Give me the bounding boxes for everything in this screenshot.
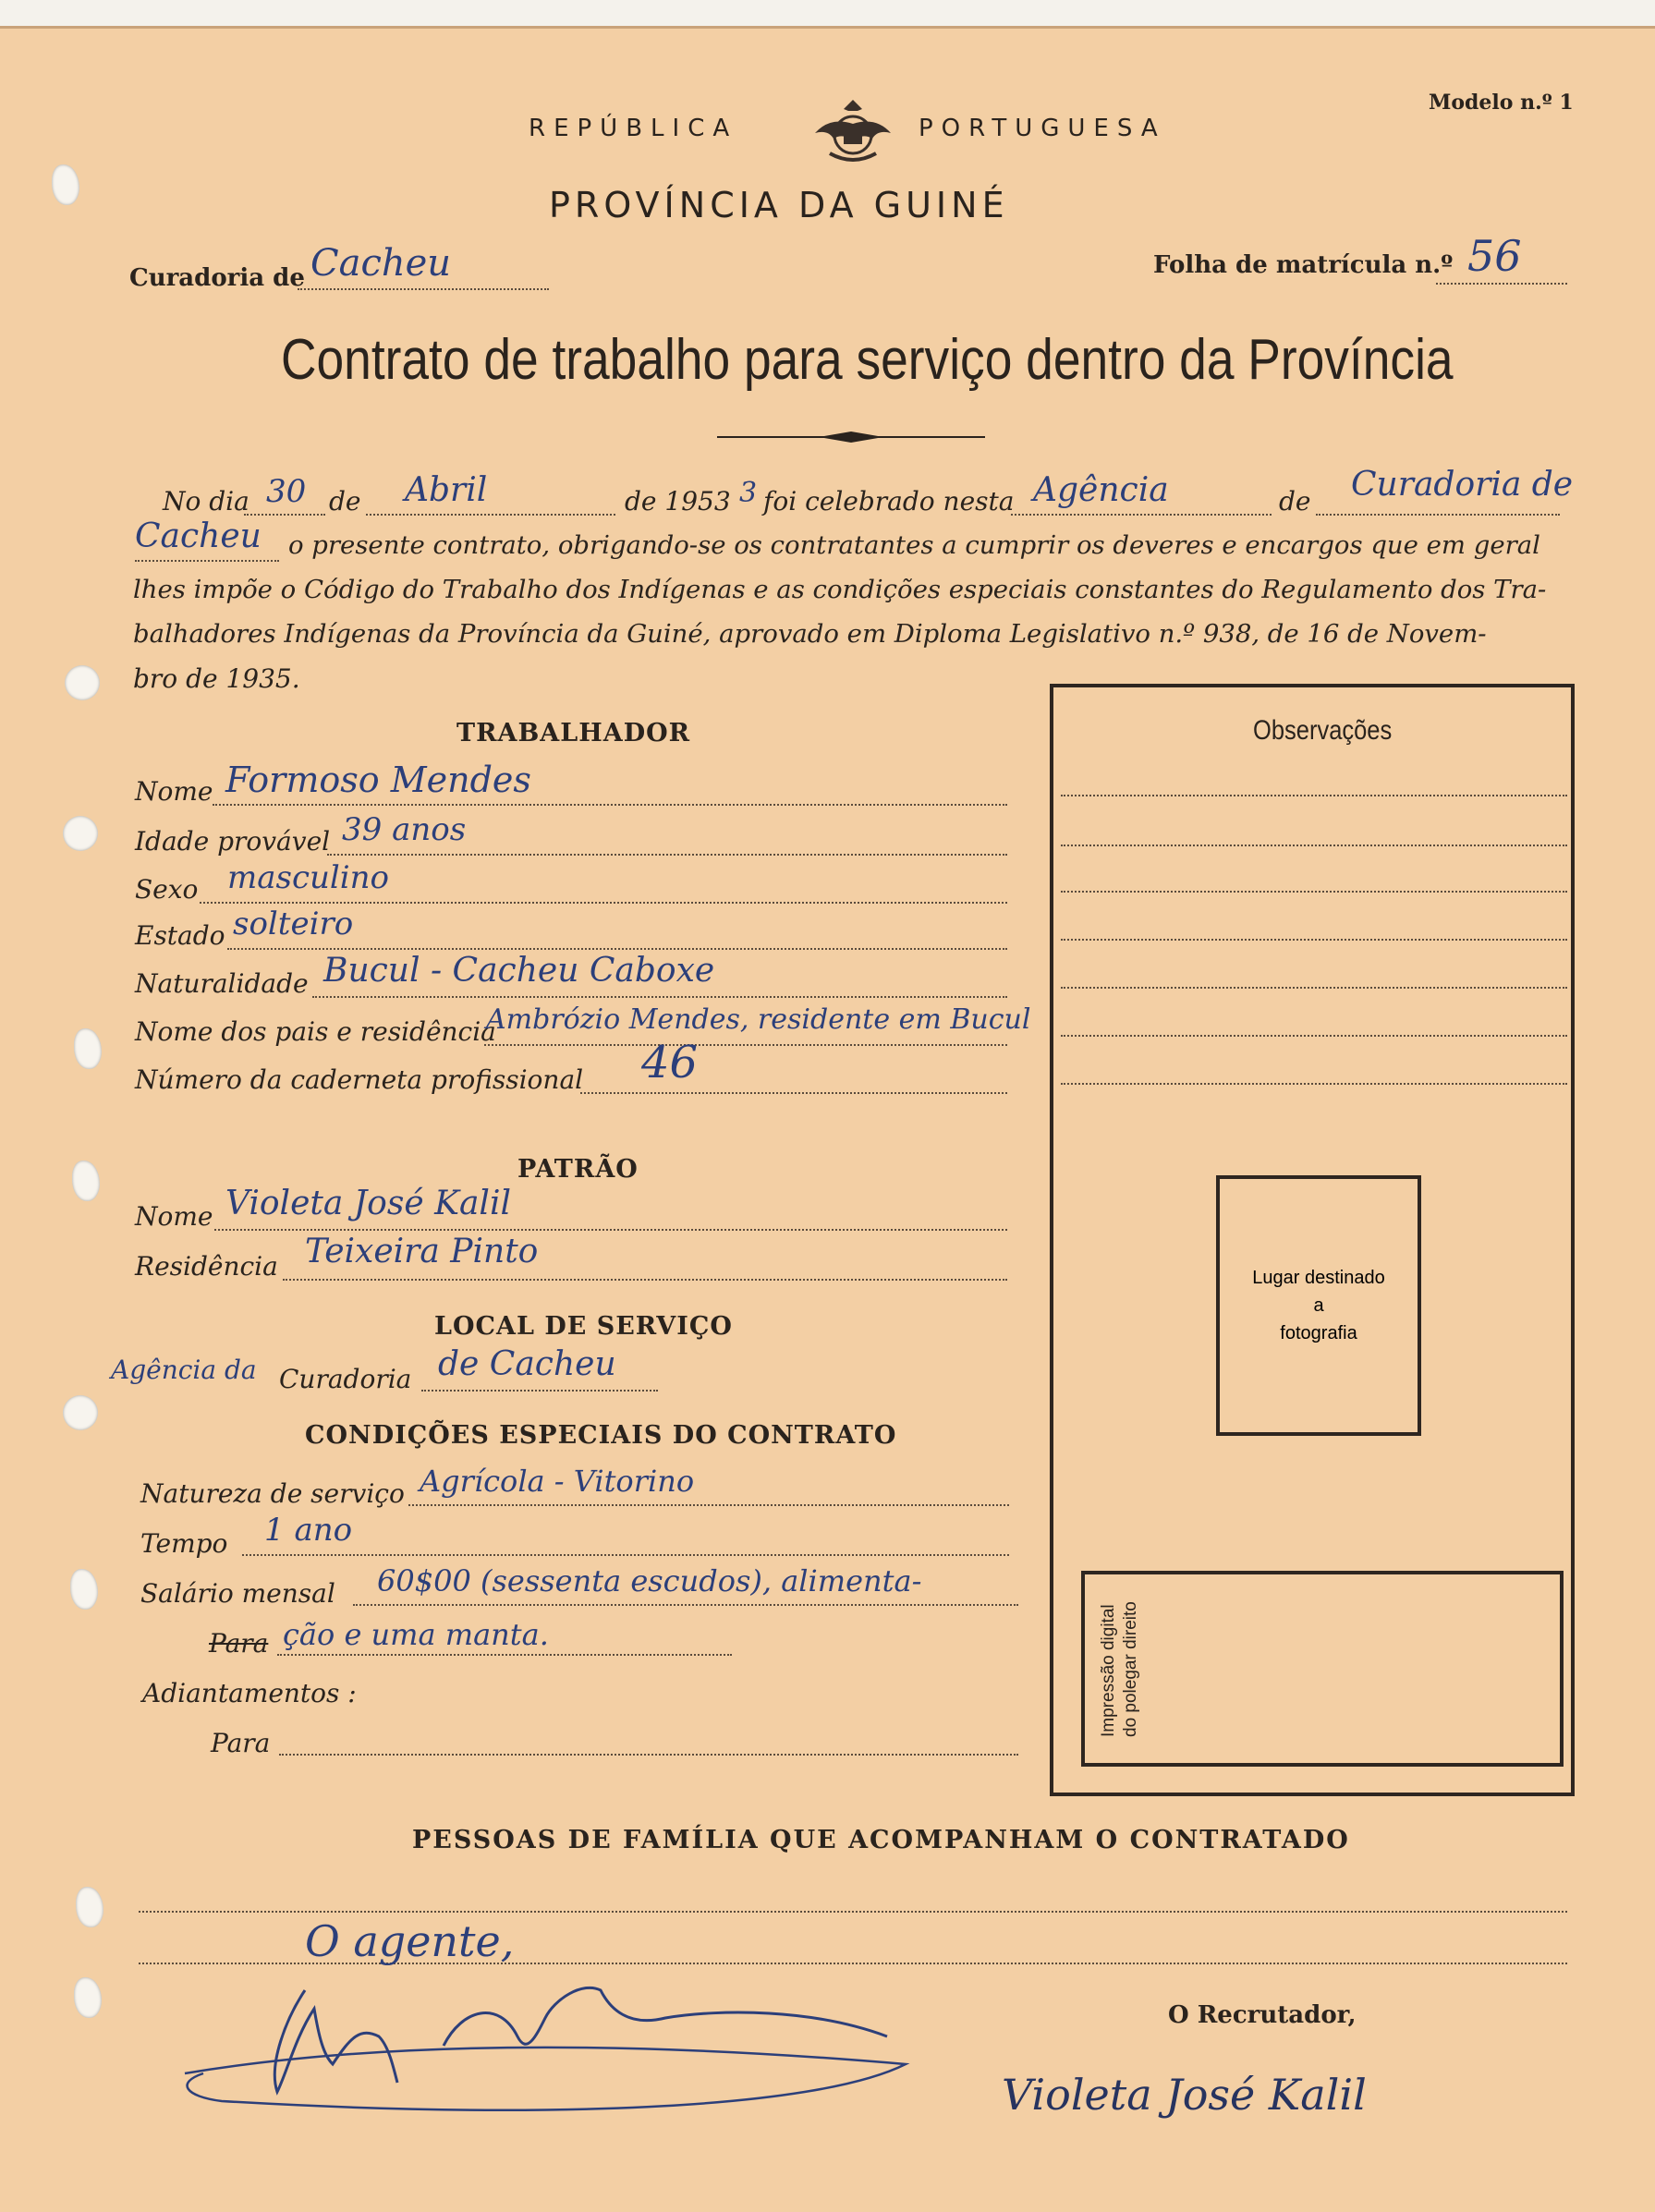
paper-tear xyxy=(74,1028,102,1069)
paper-edge xyxy=(0,26,1655,29)
intro-place2: Curadoria de xyxy=(1351,466,1574,504)
intro-year-hw: 3 xyxy=(739,477,758,509)
local-curadoria-label: Curadoria xyxy=(279,1364,412,1394)
caderneta-label: Número da caderneta profissional xyxy=(135,1064,584,1095)
residencia-value: Teixeira Pinto xyxy=(305,1233,539,1270)
intro-de2: de xyxy=(1279,486,1311,517)
pais-value: Ambrózio Mendes, residente em Bucul xyxy=(486,1003,1031,1036)
local-value: de Cacheu xyxy=(438,1345,616,1383)
caderneta-value: 46 xyxy=(641,1037,699,1088)
pais-label: Nome dos pais e residência xyxy=(135,1016,496,1047)
title-ornament xyxy=(717,430,985,443)
patrao-nome-value: Violeta José Kalil xyxy=(225,1185,511,1222)
recrutador-signature: Violeta José Kalil xyxy=(1002,2070,1367,2120)
paper-tear xyxy=(76,1887,103,1927)
familia-heading: PESSOAS DE FAMÍLIA QUE ACOMPANHAM O CONTRATADO xyxy=(412,1826,1350,1854)
paper-tear xyxy=(72,1161,100,1201)
trabalhador-nome-value: Formoso Mendes xyxy=(225,760,531,800)
para-struck: Para xyxy=(209,1628,269,1659)
local-heading: LOCAL DE SERVIÇO xyxy=(434,1312,733,1341)
observacoes-line xyxy=(1061,891,1567,893)
intro-no-dia: No dia xyxy=(163,486,249,517)
thumbprint-label xyxy=(1098,1601,1142,1737)
sexo-label: Sexo xyxy=(135,874,199,905)
agent-signature-scrawl xyxy=(166,1935,933,2120)
residencia-line xyxy=(283,1279,1007,1281)
republic-right-text: PORTUGUESA xyxy=(919,115,1166,142)
tempo-label: Tempo xyxy=(140,1528,228,1559)
local-line xyxy=(421,1390,658,1392)
curadoria-value: Cacheu xyxy=(310,242,452,285)
tempo-value: 1 ano xyxy=(264,1512,353,1549)
contract-sheet xyxy=(0,26,1655,2212)
place3-line xyxy=(135,560,279,562)
familia-line xyxy=(139,1911,1567,1913)
day-line xyxy=(244,514,325,516)
local-prefix: Agência da xyxy=(111,1355,257,1385)
photo-text-line: fotografia xyxy=(1280,1323,1357,1343)
photo-box xyxy=(1216,1175,1421,1436)
intro-place1: Agência xyxy=(1033,471,1169,509)
agent-signature-label: O agente, xyxy=(305,1916,515,1966)
intro-line3: lhes impõe o Código do Trabalho dos Indígenas e as condições especiais constantes do Regulamento dos Tra- xyxy=(133,575,1547,604)
contract-title: Contrato de trabalho para serviço dentro da Província xyxy=(281,328,1454,392)
folha-line xyxy=(1436,283,1567,285)
curadoria-line xyxy=(298,288,549,290)
residencia-label: Residência xyxy=(135,1251,278,1282)
place2-line xyxy=(1316,514,1560,516)
intro-line2: o presente contrato, obrigando-se os contratantes a cumprir os deveres e encargos que em geral xyxy=(288,530,1540,560)
punch-hole xyxy=(63,1395,98,1430)
folha-value: 56 xyxy=(1467,231,1522,281)
patrao-nome-line xyxy=(214,1229,1007,1231)
observacoes-line xyxy=(1061,939,1567,941)
place1-line xyxy=(1011,514,1272,516)
observacoes-title: Observações xyxy=(1253,715,1393,746)
estado-value: solteiro xyxy=(233,905,354,942)
paper-tear xyxy=(52,164,79,205)
province-title: PROVÍNCIA DA GUINÉ xyxy=(549,185,1009,225)
folha-label: Folha de matrícula n.º xyxy=(1153,251,1454,279)
adiantamentos-label: Adiantamentos : xyxy=(142,1678,357,1708)
idade-line xyxy=(327,854,1007,856)
salario-cont-value: ção e uma manta. xyxy=(283,1617,549,1652)
paper-tear xyxy=(70,1569,98,1610)
punch-hole xyxy=(63,816,98,851)
paper-tear xyxy=(74,1977,102,2018)
punch-hole xyxy=(65,665,100,700)
thumbprint-box xyxy=(1081,1571,1564,1767)
caderneta-line xyxy=(580,1092,1007,1094)
intro-line5: bro de 1935. xyxy=(133,663,300,694)
patrao-nome-label: Nome xyxy=(135,1201,213,1232)
salario-line xyxy=(353,1604,1018,1606)
trabalhador-nome-label: Nome xyxy=(135,776,213,807)
naturalidade-line xyxy=(312,996,1007,998)
observacoes-line xyxy=(1061,1035,1567,1037)
idade-value: 39 anos xyxy=(342,811,467,848)
observacoes-line xyxy=(1061,795,1567,796)
observacoes-line xyxy=(1061,1083,1567,1085)
intro-de-year: de 1953 xyxy=(625,486,731,517)
photo-text-line: a xyxy=(1313,1295,1324,1316)
nome-line xyxy=(213,804,1007,806)
republic-left-text: REPÚBLICA xyxy=(529,115,738,142)
intro-de1: de xyxy=(329,486,361,517)
salario-value: 60$00 (sessenta escudos), alimenta- xyxy=(377,1563,922,1598)
para-line xyxy=(279,1754,1018,1756)
sexo-line xyxy=(200,902,1007,904)
patrao-heading: PATRÃO xyxy=(517,1155,639,1184)
thumbprint-text-line: do polegar direito xyxy=(1121,1601,1140,1737)
thumbprint-text-line: Impressão digital xyxy=(1099,1604,1118,1737)
condicoes-heading: CONDIÇÕES ESPECIAIS DO CONTRATO xyxy=(305,1421,897,1450)
observacoes-line xyxy=(1061,845,1567,846)
intro-month: Abril xyxy=(405,471,488,509)
estado-label: Estado xyxy=(135,920,225,951)
month-line xyxy=(366,514,615,516)
estado-line xyxy=(227,948,1007,950)
salario-label: Salário mensal xyxy=(140,1578,335,1609)
intro-place3: Cacheu xyxy=(135,517,262,555)
curadoria-label: Curadoria de xyxy=(129,264,305,292)
model-number: Modelo n.º 1 xyxy=(1429,91,1574,115)
photo-text-line: Lugar destinado xyxy=(1252,1268,1385,1288)
naturalidade-label: Naturalidade xyxy=(135,968,309,999)
intro-day: 30 xyxy=(266,473,307,510)
natureza-value: Agrícola - Vitorino xyxy=(420,1464,695,1499)
natureza-line xyxy=(408,1504,1009,1506)
naturalidade-value: Bucul - Cacheu Caboxe xyxy=(323,952,715,990)
salario-cont-line xyxy=(277,1654,732,1656)
intro-line4: balhadores Indígenas da Província da Guiné, aprovado em Diploma Legislativo n.º 938, de 16 de Novem- xyxy=(133,619,1487,649)
sexo-value: masculino xyxy=(227,859,390,896)
pais-line xyxy=(484,1044,1007,1046)
para-label: Para xyxy=(211,1728,271,1758)
natureza-label: Natureza de serviço xyxy=(140,1478,405,1509)
recrutador-label: O Recrutador, xyxy=(1168,2001,1357,2029)
idade-label: Idade provável xyxy=(135,826,331,857)
coat-of-arms-emblem xyxy=(811,96,894,172)
observacoes-line xyxy=(1061,987,1567,989)
intro-celebrado: foi celebrado nesta xyxy=(763,486,1015,517)
tempo-line xyxy=(242,1554,1009,1556)
trabalhador-heading: TRABALHADOR xyxy=(456,719,691,747)
